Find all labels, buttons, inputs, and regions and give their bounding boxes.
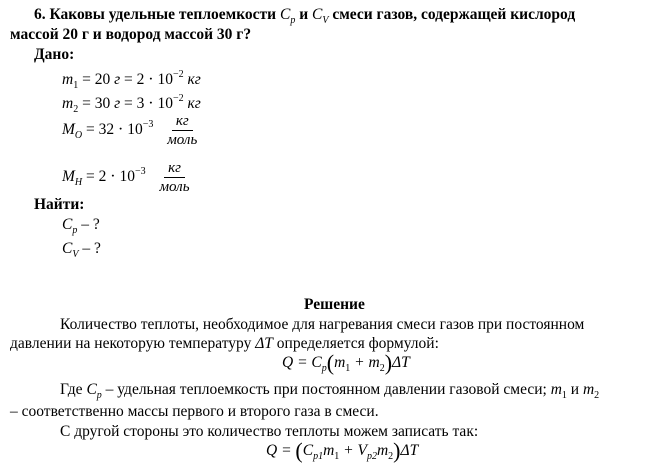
given-label: Дано: <box>34 46 75 63</box>
formula-2: $Q = (C_{p1}m_1 + V_{p2}m_2)\Delta T$ <box>266 438 419 463</box>
formula-1: $Q = C_p(m_1 + m_2)\Delta T$ <box>282 350 410 375</box>
find-cp: $C_p$ – ? <box>62 216 100 236</box>
problem-statement-line1: 6. Каковы удельные теплоемкости $C_p$ и $C_V$ смеси газов, содержащей кислород <box>34 6 576 26</box>
solution-p1-line1: Количество теплоты, необходимое для нагревания смеси газов при постоянном <box>60 316 585 333</box>
solution-p2-line1: Где $C_p$ – удельная теплоемкость при постоянном давлении газовой смеси; $m_1$ и $m_2$ <box>60 381 600 401</box>
find-label: Найти: <box>34 196 85 213</box>
solution-p3: С другой стороны это количество теплоты можем записать так: <box>60 423 479 440</box>
solution-p1-line2: давлении на некоторую температуру ΔT определяется формулой: <box>10 335 439 352</box>
given-MO: $M_O = 32 \cdot 10^{-3}$ $\frac{кг}{\text{моль}}$ <box>62 113 198 148</box>
problem-statement-line2: массой 20 г и водород массой 30 г? <box>10 26 252 43</box>
given-m1: $m_1 = 20$ $г = 2 \cdot 10^{-2}$ кг <box>62 69 201 91</box>
given-MH: $M_H = 2 \cdot 10^{-3}$ $\frac{кг}{\text{моль}}$ <box>62 160 190 195</box>
given-m2: $m_2 = 30$ $г = 3 \cdot 10^{-2}$ кг <box>62 93 201 115</box>
find-cv: $C_V$ – ? <box>62 240 101 260</box>
solution-p2-line2: – соответственно массы первого и второго газа в смеси. <box>10 403 379 420</box>
solution-title: Решение <box>304 296 365 313</box>
